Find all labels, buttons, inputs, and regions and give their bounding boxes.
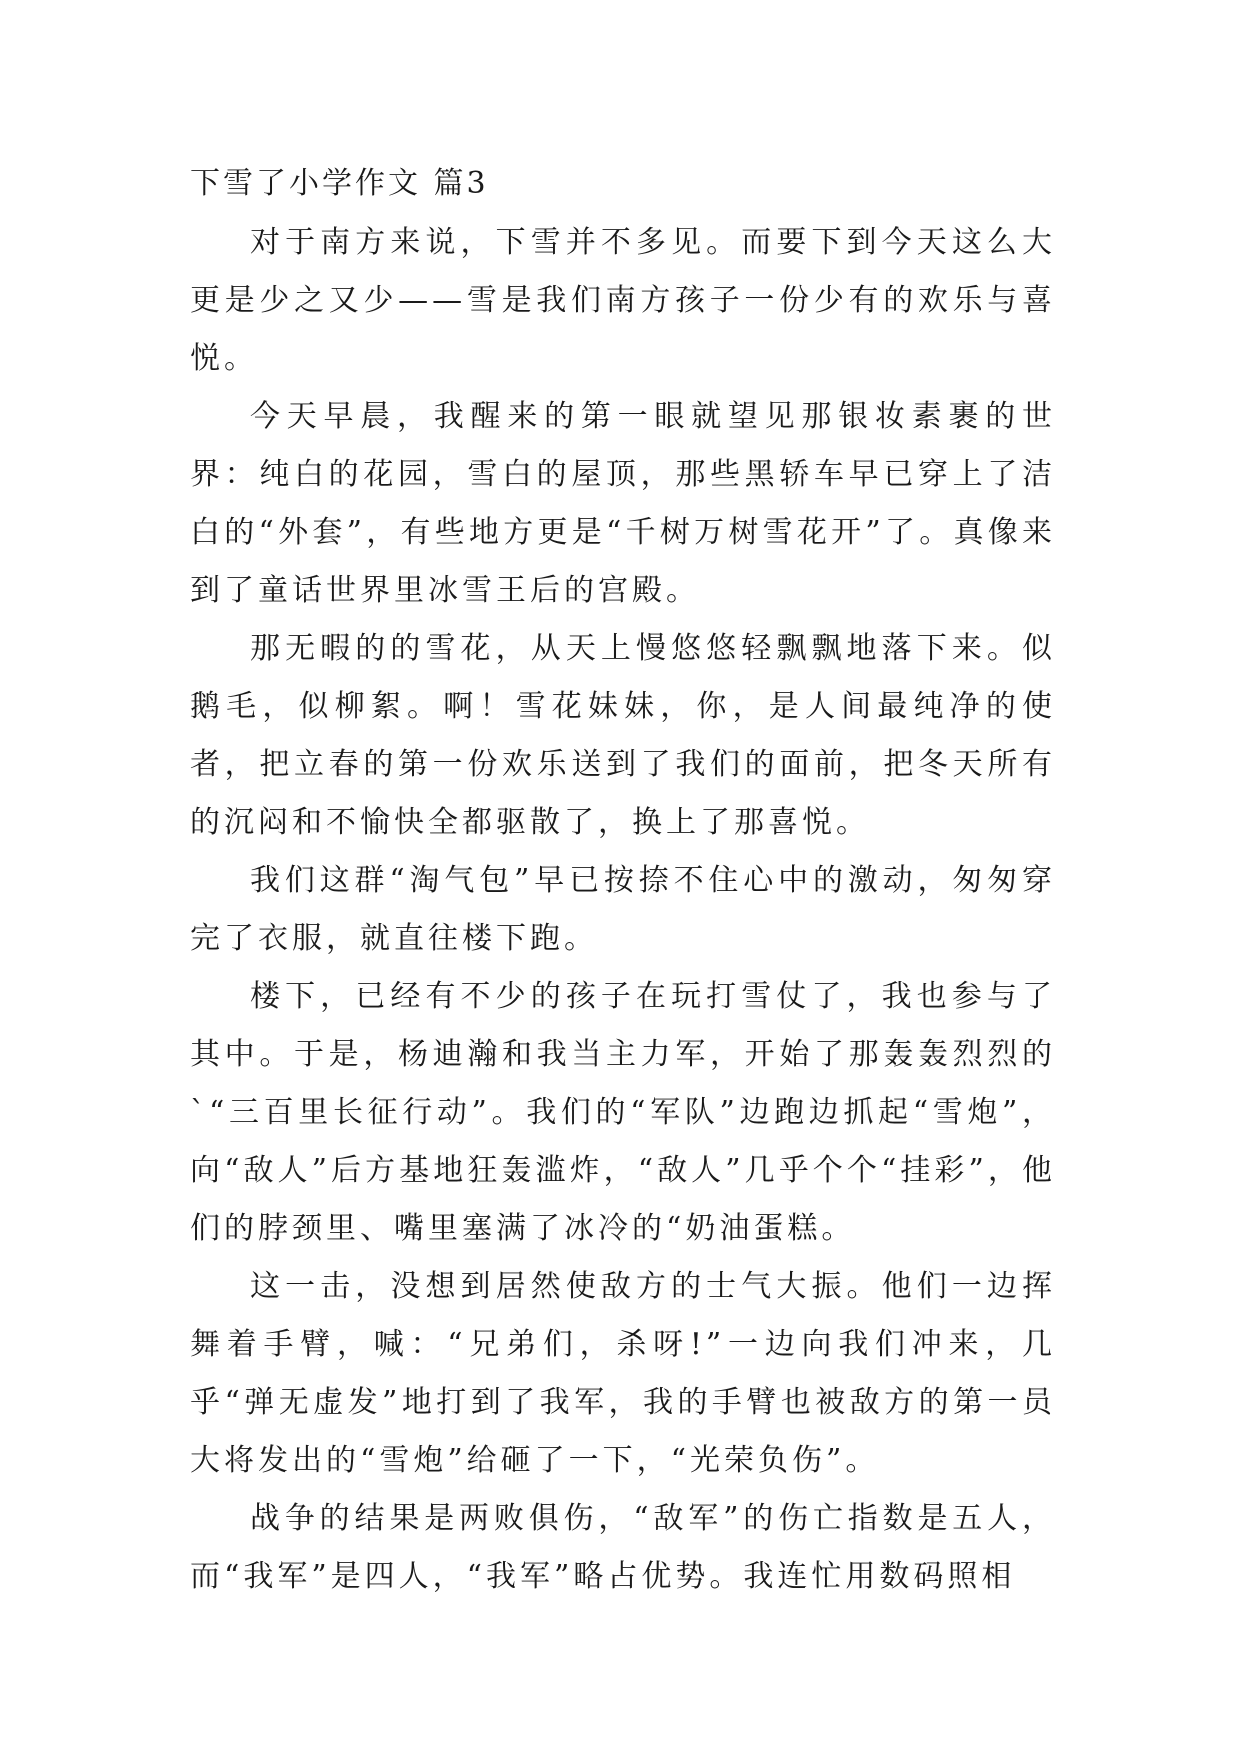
document-body <box>190 160 1056 1606</box>
document-title: 下雪了小学作文 篇3 <box>190 166 489 201</box>
paragraph-6: 这一击，没想到居然使敌方的士气大振。他们一边挥舞着手臂，喊：“兄弟们，杀呀!”一边向我们冲来，几乎“弹无虚发”地打到了我军，我的手臂也被敌方的第一员大将发出的“雪炮”给砸了一下，“光荣负伤”。 <box>190 1269 1056 1478</box>
paragraph-2: 今天早晨，我醒来的第一眼就望见那银妆素裹的世界：纯白的花园，雪白的屋顶，那些黑轿车早已穿上了洁白的“外套”，有些地方更是“千树万树雪花开”了。真像来到了童话世界里冰雪王后的宫殿。 <box>190 399 1056 608</box>
paragraph-1: 对于南方来说，下雪并不多见。而要下到今天这么大更是少之又少——雪是我们南方孩子一份少有的欢乐与喜悦。 <box>190 225 1056 376</box>
paragraph-3: 那无暇的的雪花，从天上慢悠悠轻飘飘地落下来。似鹅毛，似柳絮。啊！雪花妹妹，你，是人间最纯净的使者，把立春的第一份欢乐送到了我们的面前，把冬天所有的沉闷和不愉快全都驱散了，换上了那喜悦。 <box>190 631 1056 840</box>
paragraph-7: 战争的结果是两败俱伤，“敌军”的伤亡指数是五人，而“我军”是四人，“我军”略占优势。我连忙用数码照相 <box>190 1501 1056 1594</box>
paragraph-5: 楼下，已经有不少的孩子在玩打雪仗了，我也参与了其中。于是，杨迪瀚和我当主力军，开始了那轰轰烈烈的`“三百里长征行动”。我们的“军队”边跑边抓起“雪炮”，向“敌人”后方基地狂轰滥炸，“敌人”几乎个个“挂彩”，他们的脖颈里、嘴里塞满了冰冷的“奶油蛋糕。 <box>190 979 1056 1246</box>
paragraph-4: 我们这群“淘气包”早已按捺不住心中的激动，匆匆穿完了衣服，就直往楼下跑。 <box>190 863 1056 956</box>
